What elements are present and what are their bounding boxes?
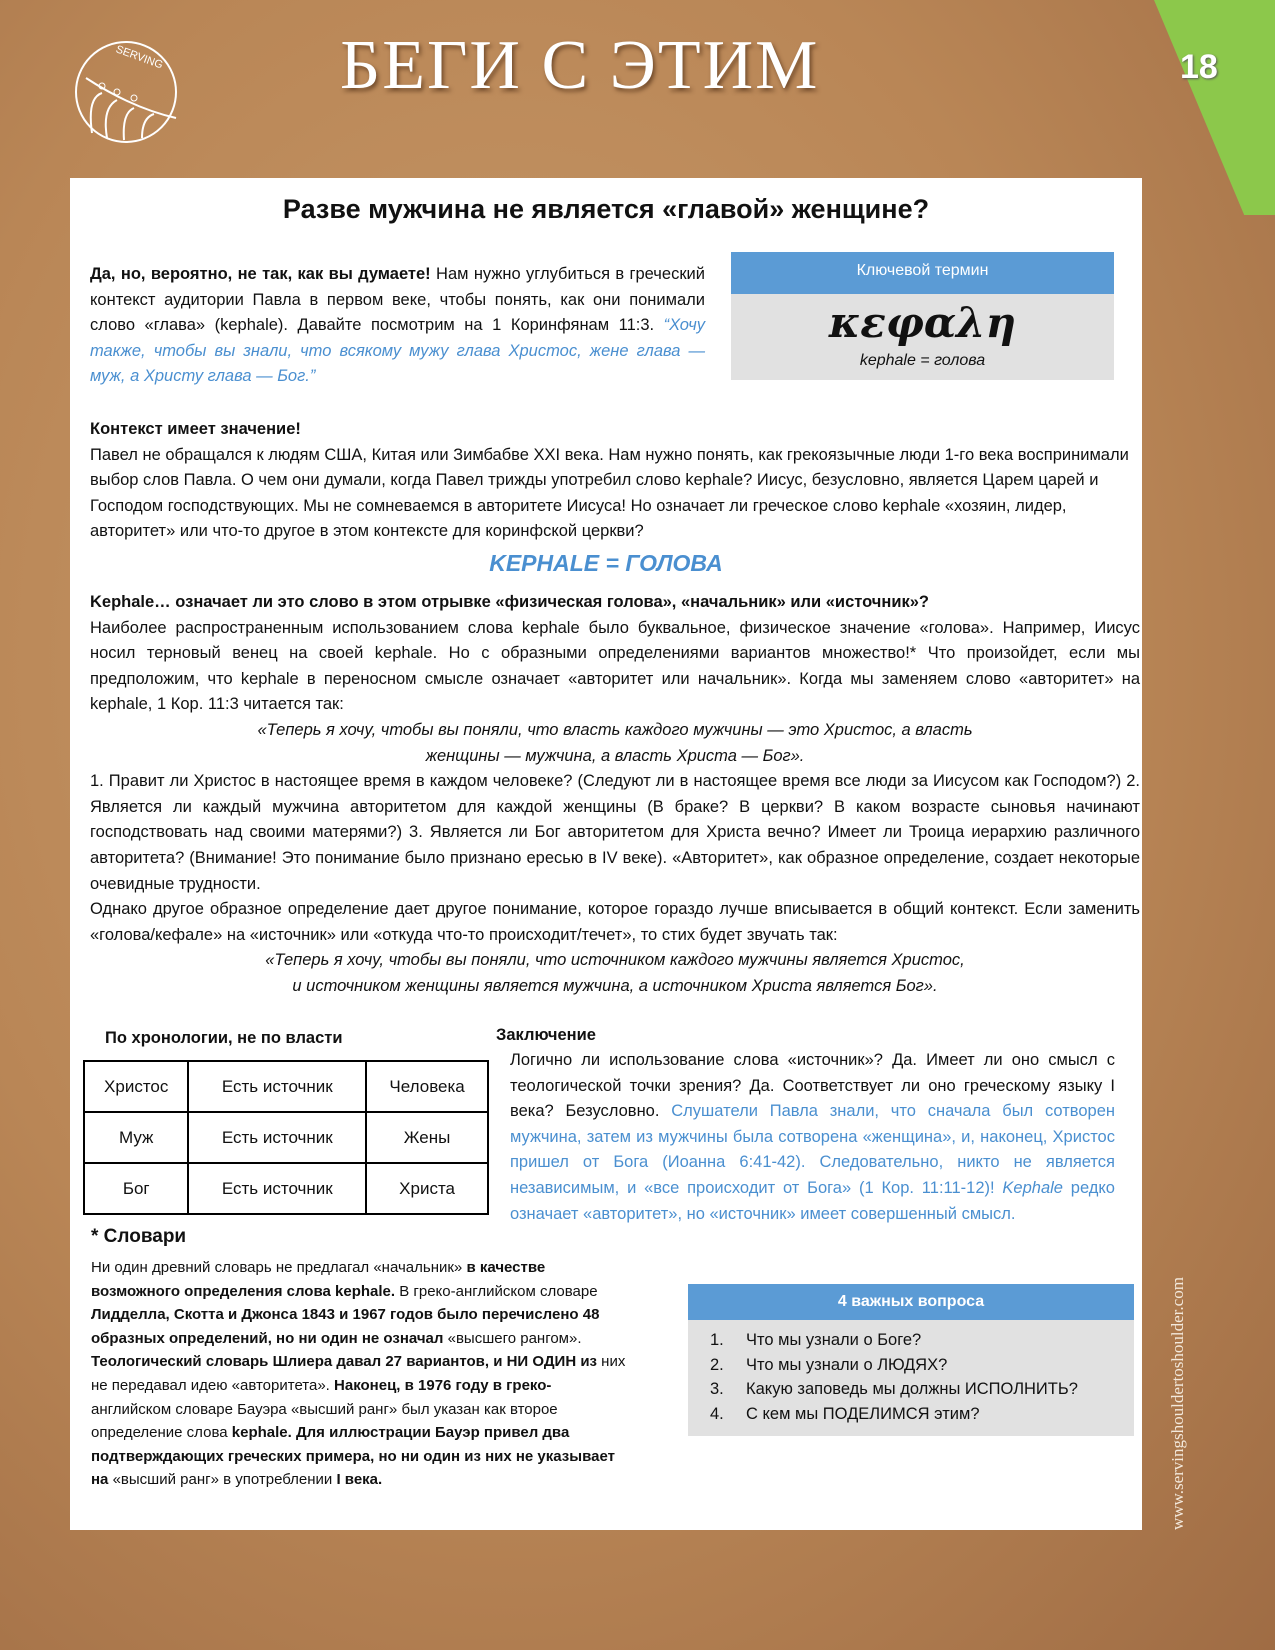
dict-t5: английском словаре Бауэра «высший ранг» был указан как второе определение слова (91, 1400, 558, 1442)
table-row (84, 1061, 488, 1112)
dict-b2: Лидделла, Скотта и Джонса 1843 и 1967 годов было перечислено 48 образных определений, но ни один не означал (91, 1306, 600, 1347)
item-number: 3. (710, 1380, 724, 1398)
cell: Христос (84, 1061, 188, 1112)
questions-box-header: 4 важных вопроса (688, 1284, 1134, 1320)
key-term-greek: κεφαλη (828, 298, 1017, 347)
quote1-line1: «Теперь я хочу, чтобы вы поняли, что власть каждого мужчины — это Христос, а власть (257, 720, 973, 739)
dict-b5k: kephale. (231, 1424, 292, 1442)
quote2-line1: «Теперь я хочу, чтобы вы поняли, что источником каждого мужчины является Христос, (265, 951, 965, 970)
conclusion-plain: Логично ли использование слова «источник»? Да. Имеет ли оно смысл с теологической точки зрения? Да. Соответствует ли оно греческому языку I века? Безусловно. (510, 1051, 1115, 1121)
cell: Жены (366, 1112, 488, 1163)
cell: Муж (84, 1112, 188, 1163)
quote1-line2: женщины — мужчина, а власть Христа — Бог». (425, 746, 805, 765)
table-row (84, 1163, 488, 1214)
cell: Есть источник (188, 1061, 366, 1112)
item-text: Какую заповедь мы должны ИСПОЛНИТЬ? (746, 1380, 1078, 1398)
kephale-heading: KEPHALE = ГОЛОВА (489, 550, 723, 576)
dict-b4: Наконец, в 1976 году в греко- (329, 1376, 552, 1394)
conclusion-end: редко означает «авторитет», но «источник» имеет совершенный смысл. (510, 1178, 1115, 1223)
intro-text: Нам нужно углубиться в греческий контекст аудитории Павла в первом веке, чтобы понять, как они понимали слово «глава» (kephale). Давайте посмотрим на 1 Коринфянам 11:3. (90, 265, 705, 335)
context-section (90, 417, 1140, 545)
list-item (710, 1353, 1134, 1378)
intro-quote: “Хочу также, чтобы вы знали, что всякому мужу глава Христос, жене глава — муж, а Христу глава — Бог.” (90, 316, 705, 386)
item-text: Что мы узнали о ЛЮДЯХ? (746, 1355, 948, 1374)
website-url: www.servingshouldertoshoulder.com (1168, 1277, 1187, 1530)
key-term-translation: kephale = голова (859, 352, 986, 369)
chronology-table (83, 1060, 489, 1215)
page-number: 18 (1180, 48, 1218, 86)
dict-t3: «высшего рангом». (447, 1329, 582, 1347)
conclusion-text (510, 1048, 1115, 1227)
context-heading: Контекст имеет значение! (90, 420, 301, 438)
cell: Христа (366, 1163, 488, 1214)
cell: Бог (84, 1163, 188, 1214)
questions-text: 1. Правит ли Христос в настоящее время в каждом человеке? (Следуют ли в настоящее время все люди за Иисусом как Господом?) 2. Является ли каждый мужчина авторитетом для каждой женщины (В браке? В церкви? В каком возрасте сыновья начинают господствовать над своими матерями?) 3. Является ли Бог авторитетом для Христа вечно? Имеет ли Троица иерархию различного авторитета? (Внимание! Это понимание было признано ересью в IV веке). «Авторитет», как образное определение, создает некоторые очевидные трудности. (90, 772, 1140, 893)
conclusion-blue: Слушатели Павла знали, что сначала был сотворен мужчина, затем из мужчины была сотворена «женщина», и, наконец, Христос пришел от Бога (Иоанна 6:41-42). Следовательно, никто не является независимым, и «все происходит от Бога» (1 Кор. 11:11-12)! (510, 1102, 1115, 1197)
item-number: 1. (710, 1331, 724, 1349)
chronology-heading: По хронологии, не по власти (105, 1029, 343, 1047)
svg-text:SERVING: SERVING (114, 43, 165, 72)
page-header-title: БЕГИ С ЭТИМ (340, 27, 820, 104)
dict-b1: в качестве возможного определения слова (91, 1259, 546, 1300)
article-title: Разве мужчина не является «главой» женщине? (282, 194, 930, 224)
question-text: Наиболее распространенным использованием слова kephale было буквальное, физическое значение «голова». Например, Иисус носил терновый венец на своей kephale. Но с образными определениями вариантов множество!* Что произойдет, если мы предположим, что kephale в переносном смысле означает «авторитет или начальник». Когда мы заменяем слово «авторитет» на kephale, 1 Кор. 11:3 читается так: (90, 618, 1140, 714)
key-term-header: Ключевой термин (731, 252, 1114, 294)
item-text: С кем мы ПОДЕЛИМСЯ этим? (746, 1404, 980, 1423)
dict-b6: I века. (336, 1471, 383, 1489)
question-heading: Kephale… означает ли это слово в этом отрывке «физическая голова», «начальник» или «источник»? (90, 593, 929, 611)
table-row (84, 1112, 488, 1163)
dict-t1: Ни один древний словарь не предлагал «начальник» (91, 1259, 467, 1276)
item-text: Что мы узнали о Боге? (746, 1331, 922, 1349)
important-questions-box (688, 1284, 1134, 1436)
conclusion-kephale: Kephale (1002, 1178, 1063, 1197)
meaning-section (90, 590, 1140, 1000)
list-item (710, 1402, 1134, 1427)
dictionaries-heading: * Словари (91, 1226, 187, 1247)
list-item (710, 1377, 1134, 1402)
item-number: 4. (710, 1404, 724, 1423)
item-number: 2. (710, 1355, 724, 1374)
cell: Человека (366, 1061, 488, 1112)
dictionaries-text (91, 1256, 626, 1492)
list-item (710, 1328, 1134, 1353)
dict-b3: Теологический словарь Шлиера давал 27 вариантов, и НИ ОДИН из (91, 1353, 602, 1371)
key-term-box (731, 252, 1114, 380)
quote2-line2: и источником женщины является мужчина, а источником Христа является Бог». (292, 976, 938, 995)
cell: Есть источник (188, 1163, 366, 1214)
dict-t6: «высший ранг» в употреблении (112, 1471, 337, 1489)
conclusion-heading: Заключение (496, 1026, 596, 1044)
dict-t4: них не передавал идею «авторитета». (91, 1353, 626, 1394)
intro-paragraph (90, 262, 705, 390)
cell: Есть источник (188, 1112, 366, 1163)
intro-bold: Да, но, вероятно, не так, как вы думаете! (90, 265, 431, 283)
dict-b1k: kephale. (335, 1282, 396, 1300)
serving-logo (72, 38, 180, 146)
alt-text: Однако другое образное определение дает другое понимание, которое гораздо лучше вписывается в общий контекст. Если заменить «голова/кефале» на «источник» или «откуда что-то происходит/течет», то стих будет звучать так: (90, 900, 1140, 944)
context-text: Павел не обращался к людям США, Китая или Зимбабве XXI века. Нам нужно понять, как грекоязычные люди 1-го века воспринимали выбор слов Павла. О чем они думали, когда Павел трижды употребил слово kephale? Иисус, безусловно, является Царем царей и Господом господствующих. Мы не сомневаемся в авторитете Иисуса! Но означает ли греческое слово kephale «хозяин, лидер, авторитет» или что-то другое в этом контексте для коринфской церкви? (90, 445, 1129, 541)
content-panel (70, 178, 1142, 1530)
dict-b5: Для иллюстрации Бауэр привел два подтверждающих греческих примера, но ни один из них не указывает на (91, 1424, 615, 1489)
dict-t2: В греко-английском словаре (395, 1282, 598, 1300)
